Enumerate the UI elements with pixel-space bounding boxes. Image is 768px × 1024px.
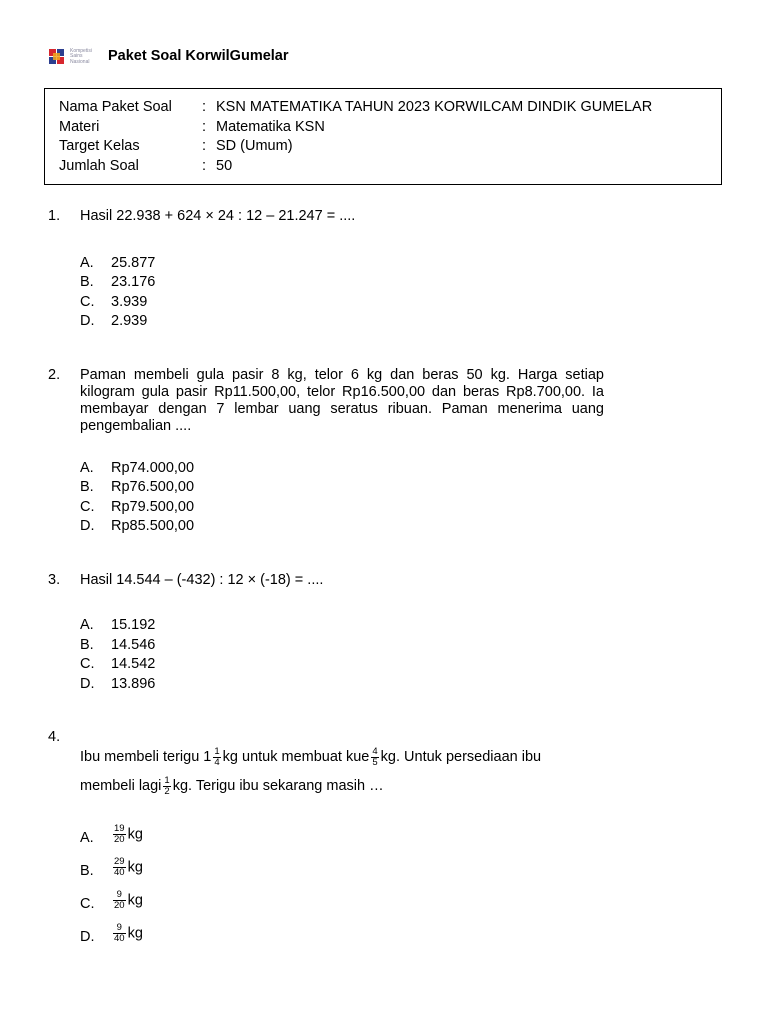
option-value: 3.939	[111, 294, 148, 310]
option-value: 14.546	[111, 637, 156, 653]
option-letter: C.	[80, 896, 95, 912]
question-4-line-2	[80, 773, 384, 799]
option-letter: D.	[80, 676, 95, 692]
fraction: $\frac{29}{40}$	[114, 856, 125, 878]
option-value: Rp79.500,00	[111, 499, 195, 515]
option-letter: D.	[80, 929, 95, 945]
info-value: 50	[216, 158, 233, 174]
option-letter: B.	[80, 863, 94, 879]
question-number: 3.	[48, 572, 61, 588]
option-value: 14.542	[111, 656, 156, 672]
option-letter: B.	[80, 479, 94, 495]
fraction: $\frac{9}{40}$	[114, 922, 125, 944]
info-colon: :	[202, 158, 207, 174]
fraction: $\frac{9}{20}$	[114, 889, 125, 911]
option-unit: kg	[127, 892, 143, 909]
info-label: Target Kelas	[59, 138, 140, 154]
option-value: Rp85.500,00	[111, 518, 195, 534]
option-letter: B.	[80, 274, 94, 290]
question-text: Hasil 14.544 – (-432) : 12 × (-18) = ....	[80, 572, 324, 588]
option-value: 2.939	[111, 313, 148, 329]
info-box	[44, 88, 722, 185]
info-label: Nama Paket Soal	[59, 99, 172, 115]
fraction: $\frac{1}{4}$	[214, 745, 220, 768]
option-value: 25.877	[111, 255, 156, 271]
option-value: 23.176	[111, 274, 156, 290]
fraction: $\frac{4}{5}$	[372, 745, 378, 768]
question-number: 1.	[48, 208, 61, 224]
info-label: Materi	[59, 119, 100, 135]
question-text: Paman membeli gula pasir 8 kg, telor 6 kg dan beras 50 kg. Harga setiap kilogram gula pasir Rp11.500,00, telor Rp16.500,00 dan beras Rp8.700,00. Ia membayar dengan 7 lembar uang seratus ribuan. Paman menerima uang pengembalian ....	[80, 367, 604, 434]
option-unit: kg	[127, 826, 143, 843]
option-letter: D.	[80, 313, 95, 329]
question-text: kg untuk membuat kue	[222, 749, 370, 765]
option-unit: kg	[127, 925, 143, 942]
question-number: 2.	[48, 367, 61, 383]
option-letter: A.	[80, 617, 94, 633]
header	[48, 45, 94, 69]
option-letter: A.	[80, 255, 94, 271]
option-unit: kg	[127, 859, 143, 876]
option-letter: A.	[80, 460, 94, 476]
fraction: $\frac{19}{20}$	[114, 823, 125, 845]
question-text: Ibu membeli terigu 1	[80, 749, 212, 765]
ksn-logo-icon	[48, 47, 68, 67]
info-label: Jumlah Soal	[59, 158, 139, 174]
option-letter: C.	[80, 656, 95, 672]
option-value: 13.896	[111, 676, 156, 692]
question-text: kg. Untuk persediaan ibu	[380, 749, 542, 765]
question-number: 4.	[48, 729, 61, 745]
option-letter: C.	[80, 294, 95, 310]
info-value: Matematika KSN	[216, 119, 325, 135]
document-title: Paket Soal KorwilGumelar	[108, 48, 289, 64]
info-value: SD (Umum)	[216, 138, 293, 154]
info-colon: :	[202, 138, 207, 154]
question-text: kg. Terigu ibu sekarang masih …	[172, 778, 384, 794]
option-letter: C.	[80, 499, 95, 515]
ksn-logo	[48, 45, 94, 69]
option-value: Rp74.000,00	[111, 460, 195, 476]
question-text: membeli lagi	[80, 778, 162, 794]
question-text: Hasil 22.938 + 624 × 24 : 12 – 21.247 = ....	[80, 208, 356, 224]
fraction: $\frac{1}{2}$	[164, 774, 170, 797]
logo-text: Kompetisi Sains Nasional	[70, 47, 92, 65]
info-value: KSN MATEMATIKA TAHUN 2023 KORWILCAM DINDIK GUMELAR	[216, 99, 653, 115]
option-value: Rp76.500,00	[111, 479, 195, 495]
info-colon: :	[202, 99, 207, 115]
info-colon: :	[202, 119, 207, 135]
option-letter: B.	[80, 637, 94, 653]
option-value: 15.192	[111, 617, 156, 633]
question-4-line-1	[80, 744, 541, 770]
option-letter: A.	[80, 830, 94, 846]
option-letter: D.	[80, 518, 95, 534]
